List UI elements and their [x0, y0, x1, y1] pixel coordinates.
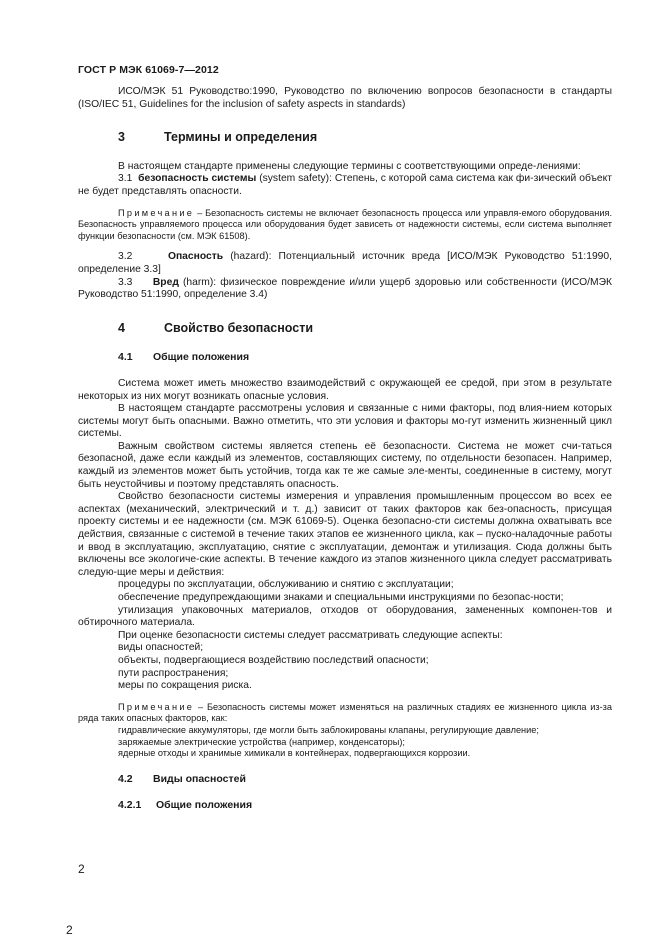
document-body — [78, 86, 612, 826]
list-item: меры по сокращения риска. — [118, 680, 252, 692]
section-3-heading — [78, 131, 612, 144]
note-1: Примечание – Безопасность системы не включает безопасность процесса или управля-емого оборудования. Безопасность управляемого процесса или оборудования будет зависеть от надежности системы, если система выполняет функции безопасности (см. МЭК 61508). — [78, 207, 613, 241]
term-3-1: 3.1 безопасность системы (system safety): Степень, с которой сама система как фи-зический объект не будет представлять опасности. — [78, 173, 612, 197]
note-list-item: гидравлические аккумуляторы, где могли быть заблокированы клапаны, регулирующие давление; — [118, 724, 539, 735]
note-label: Примечание — [118, 207, 195, 218]
document-header: ГОСТ Р МЭК 61069-7—2012 — [78, 64, 219, 76]
paragraph: В настоящем стандарте рассмотрены условия и связанные с ними факторы, под влия-нием которых системы могут быть опасными. Важно отметить, что эти условия и факторы мо-гут изменить жизненный цикл системы. — [78, 403, 612, 440]
section-4-heading — [78, 322, 612, 335]
note-list-item: заряжаемые электрические устройства (например, конденсаторы); — [118, 736, 405, 747]
subsection-4-2-heading — [78, 773, 612, 786]
section-number: 3 — [118, 130, 125, 145]
footer-page-number: 2 — [66, 923, 73, 937]
note-label: Примечание — [118, 701, 195, 712]
list-item: утилизация упаковочных материалов, отходов от оборудования, замененных компонен-тов и обтирочного материала. — [78, 604, 612, 629]
subsection-4-1-heading — [78, 351, 612, 364]
list-item: виды опасностей; — [118, 642, 204, 654]
subsection-title: Общие положения — [156, 799, 253, 812]
aspects-intro: При оценке безопасности системы следует рассматривать следующие аспекты: — [118, 629, 503, 641]
paragraph: Свойство безопасности системы измерения и управления промышленным процессом во всех ее аспектах (механический, электрический и т. д.) зависит от таких факторов как без-опасность, присущая проекту системы и ее надежности (см. МЭК 61069-5). Оценка безопасно-сти системы должна охватывать все действия, связанные с системой в течение таких этапов ее жизненного цикла, как – пуско-наладочные работы и ввод в эксплуатацию, эксплуатацию, снятие с эксплуатации, демонтаж и утилизация. Сюда должны быть включены все экологиче-ские аспекты. В течение каждого из этапов жизненного цикла следует рассматривать следую-щие меры и действия: — [78, 491, 612, 578]
term-3-3: 3.3 Вред (harm): физическое повреждение и/или ущерб здоровью или собственности (ИСО/МЭК Руководство 51:1990, определение 3.4) — [78, 276, 612, 301]
note-list-item: ядерные отходы и хранимые химикали в контейнерах, подвергающихся коррозии. — [118, 748, 471, 759]
subsection-number: 4.2.1 — [118, 799, 142, 812]
subsection-title: Виды опасностей — [153, 772, 246, 785]
section-title: Свойство безопасности — [164, 320, 314, 335]
page-number: 2 — [78, 862, 85, 876]
section-title: Термины и определения — [164, 130, 318, 145]
subsection-4-2-1-heading — [78, 799, 612, 812]
list-item: процедуры по эксплуатации, обслуживанию и снятию с эксплуатации; — [118, 579, 454, 591]
subsection-number: 4.1 — [118, 351, 133, 364]
list-item: пути распространения; — [118, 667, 229, 679]
list-item: обеспечение предупреждающими знаками и специальными инструкциями по безопас-ности; — [118, 592, 564, 603]
term-name: Вред — [152, 276, 179, 288]
subsection-title: Общие положения — [153, 351, 250, 364]
term-name: безопасность системы — [138, 173, 257, 185]
paragraph: Система может иметь множество взаимодействий с окружающей ее средой, при этом в результате некоторых из них могут возникать опасные условия. — [78, 377, 612, 402]
paragraph: Важным свойством системы является степень её безопасности. Система не может счи-таться безопасной, даже если каждый из элементов, составляющих систему, по отдельности безопасен. Например, каждый из элементов может быть устойчив, тогда как те же самые эле-менты, соединенные в систему, могут быть неустойчивы и поэтому представлять опасность. — [78, 440, 612, 490]
term-name: Опасность — [167, 251, 224, 263]
note-2: Примечание – Безопасность системы может изменяться на различных стадиях ее жизненного цикла из-за ряда таких опасных факторов, как: — [78, 701, 612, 724]
section-number: 4 — [118, 320, 125, 335]
list-item: объекты, подвергающиеся воздействию последствий опасности; — [118, 654, 429, 666]
subsection-number: 4.2 — [118, 772, 133, 785]
section-3-intro: В настоящем стандарте применены следующие термины с соответствующими опреде-лениями: — [118, 160, 581, 172]
reference-paragraph: ИСО/МЭК 51 Руководство:1990, Руководство по включению вопросов безопасности в стандарты (ISO/IEC 51, Guidelines for the inclusion of safety aspects in standards) — [78, 86, 612, 110]
term-3-2: 3.2 Опасность (hazard): Потенциальный источник вреда [ИСО/МЭК Руководство 51:1990, определение 3.3] — [78, 251, 612, 275]
